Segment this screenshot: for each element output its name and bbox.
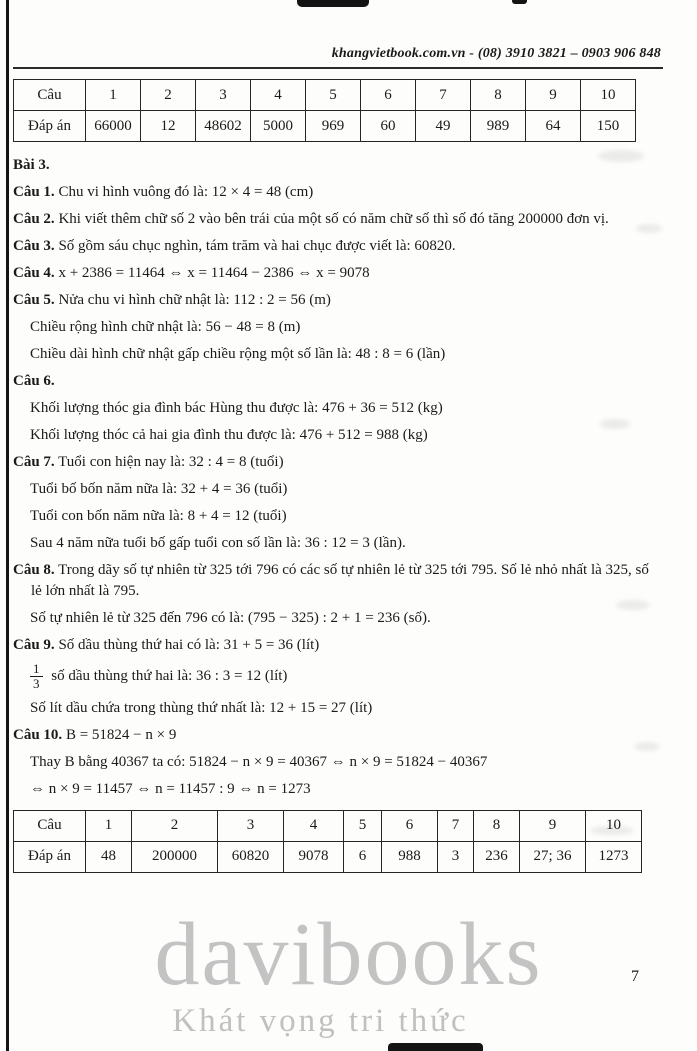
solution-text: Khi viết thêm chữ số 2 vào bên trái của một số có năm chữ số thì số đó tăng 200000 đơn vị. xyxy=(58,211,609,227)
question-number-cell: 2 xyxy=(141,80,196,111)
answer-cell: 60820 xyxy=(218,841,284,872)
table-row-questions xyxy=(14,80,636,111)
question-label: Câu 9. xyxy=(13,637,55,653)
question-number-cell: 1 xyxy=(86,810,132,841)
answer-cell: 9078 xyxy=(284,841,344,872)
question-number-cell: 3 xyxy=(196,80,251,111)
solution-text: Trong dãy số tự nhiên từ 325 tới 796 có các số tự nhiên lẻ từ 325 tới 795. Số lẻ nhỏ nhất là 325, số lẻ lớn nhất là 795. xyxy=(31,562,649,599)
question-number-cell: 2 xyxy=(132,810,218,841)
question-label: Câu 7. xyxy=(13,454,55,470)
answer-cell: 49 xyxy=(416,111,471,142)
header-divider xyxy=(13,67,663,69)
solution-line xyxy=(30,533,663,554)
solution-text: số dầu thùng thứ hai là: 36 : 3 = 12 (lít) xyxy=(51,668,288,685)
solution-text: Tuổi bố bốn năm nữa là: 32 + 4 = 36 (tuổi) xyxy=(30,481,288,497)
solution-text: Số lít dầu chứa trong thùng thứ nhất là: 12 + 15 = 27 (lít) xyxy=(30,699,373,716)
solution-text: Thay B bằng 40367 ta có: 51824 − n × 9 = 40367 ⇔ n × 9 = 51824 − 40367 xyxy=(30,753,488,770)
exercise-label: Bài 3. xyxy=(13,157,50,173)
solution-line xyxy=(30,344,663,365)
scan-mark-top xyxy=(297,0,369,7)
solution-text: Chiều rộng hình chữ nhật là: 56 − 48 = 8 (m) xyxy=(30,319,301,335)
solution-text: Tuổi con hiện nay là: 32 : 4 = 8 (tuổi) xyxy=(58,454,284,470)
solution-text: x + 2386 = 11464 ⇔ x = 11464 − 2386 ⇔ x = 9078 xyxy=(58,265,370,281)
scan-mark-bottom xyxy=(388,1043,483,1051)
solution-line xyxy=(30,317,663,338)
question-number-cell: 7 xyxy=(438,810,474,841)
solution-text: Khối lượng thóc gia đình bác Hùng thu được là: 476 + 36 = 512 (kg) xyxy=(30,400,443,416)
answer-cell: 150 xyxy=(581,111,636,142)
solutions-section xyxy=(13,155,663,800)
solution-line xyxy=(30,425,663,446)
solution-line xyxy=(30,698,663,719)
watermark-brand: davibooks xyxy=(154,905,543,1004)
question-number-cell: 8 xyxy=(471,80,526,111)
fraction xyxy=(30,662,43,692)
solution-text: Sau 4 năm nữa tuổi bố gấp tuổi con số lần là: 36 : 12 = 3 (lần). xyxy=(30,535,406,551)
row-header-cell: Câu xyxy=(14,810,86,841)
solution-line xyxy=(13,635,663,656)
solution-text: Số dầu thùng thứ hai có là: 31 + 5 = 36 (lít) xyxy=(58,637,320,653)
solution-text: Số tự nhiên lẻ từ 325 đến 796 có là: (795 − 325) : 2 + 1 = 236 (số). xyxy=(30,610,431,626)
answer-cell: 236 xyxy=(474,841,520,872)
question-label: Câu 2. xyxy=(13,211,55,227)
answer-cell: 989 xyxy=(471,111,526,142)
solution-text: Tuổi con bốn năm nữa là: 8 + 4 = 12 (tuổi) xyxy=(30,508,287,524)
solution-line-fraction xyxy=(30,662,663,692)
answer-cell: 5000 xyxy=(251,111,306,142)
question-number-cell: 1 xyxy=(86,80,141,111)
row-header-cell: Câu xyxy=(14,80,86,111)
solution-text: Chu vi hình vuông đó là: 12 × 4 = 48 (cm) xyxy=(58,184,314,200)
answer-table-1 xyxy=(13,79,636,142)
solution-line xyxy=(30,506,663,527)
question-number-cell: 5 xyxy=(306,80,361,111)
solution-line xyxy=(30,752,663,773)
question-number-cell: 6 xyxy=(361,80,416,111)
solution-text: B = 51824 − n × 9 xyxy=(65,726,177,743)
page-number: 7 xyxy=(631,968,639,985)
table-row-answers xyxy=(14,111,636,142)
solution-line xyxy=(13,371,663,392)
question-number-cell: 9 xyxy=(526,80,581,111)
solution-line xyxy=(30,479,663,500)
solution-line xyxy=(13,209,663,230)
question-number-cell: 7 xyxy=(416,80,471,111)
question-number-cell: 9 xyxy=(520,810,586,841)
row-header-cell: Đáp án xyxy=(14,841,86,872)
question-label: Câu 4. xyxy=(13,265,55,281)
scan-mark-top-small xyxy=(512,0,527,4)
answer-table-2 xyxy=(13,810,642,873)
page-content xyxy=(13,46,663,873)
publisher-contact-line: khangvietbook.com.vn - (08) 3910 3821 – 0903 906 848 xyxy=(331,46,661,61)
row-header-cell: Đáp án xyxy=(14,111,86,142)
question-number-cell: 10 xyxy=(586,810,642,841)
scan-edge-line xyxy=(6,0,9,1051)
question-number-cell: 4 xyxy=(251,80,306,111)
answer-cell: 969 xyxy=(306,111,361,142)
solution-text: Số gồm sáu chục nghìn, tám trăm và hai chục được viết là: 60820. xyxy=(58,238,456,254)
answer-cell: 200000 xyxy=(132,841,218,872)
question-label: Câu 5. xyxy=(13,292,55,308)
answer-cell: 27; 36 xyxy=(520,841,586,872)
exercise-heading xyxy=(13,155,663,176)
solution-line xyxy=(13,236,663,257)
question-label: Câu 8. xyxy=(13,562,55,578)
solution-text: Khối lượng thóc cả hai gia đình thu được là: 476 + 512 = 988 (kg) xyxy=(30,427,428,443)
answer-cell: 988 xyxy=(382,841,438,872)
solution-text: ⇔ n × 9 = 11457 ⇔ n = 11457 : 9 ⇔ n = 1273 xyxy=(30,780,311,797)
question-label: Câu 10. xyxy=(13,726,63,743)
solution-line xyxy=(13,182,663,203)
answer-cell: 1273 xyxy=(586,841,642,872)
answer-cell: 6 xyxy=(344,841,382,872)
table-row-answers xyxy=(14,841,642,872)
solution-line xyxy=(13,263,663,284)
fraction-numerator: 1 xyxy=(30,662,43,677)
question-number-cell: 3 xyxy=(218,810,284,841)
solution-line xyxy=(13,452,663,473)
solution-text: Nửa chu vi hình chữ nhật là: 112 : 2 = 56 (m) xyxy=(58,292,331,308)
question-number-cell: 10 xyxy=(581,80,636,111)
fraction-denominator: 3 xyxy=(33,676,40,692)
question-number-cell: 6 xyxy=(382,810,438,841)
solution-line xyxy=(30,779,663,800)
solution-text: Chiều dài hình chữ nhật gấp chiều rộng một số lần là: 48 : 8 = 6 (lần) xyxy=(30,346,446,362)
solution-line xyxy=(30,608,663,629)
question-number-cell: 5 xyxy=(344,810,382,841)
question-number-cell: 4 xyxy=(284,810,344,841)
solution-line xyxy=(13,290,663,311)
question-label: Câu 3. xyxy=(13,238,55,254)
answer-cell: 66000 xyxy=(86,111,141,142)
answer-cell: 64 xyxy=(526,111,581,142)
question-label: Câu 1. xyxy=(13,184,55,200)
watermark-slogan: Khát vọng tri thức xyxy=(172,1003,469,1039)
answer-cell: 12 xyxy=(141,111,196,142)
answer-cell: 3 xyxy=(438,841,474,872)
solution-line xyxy=(30,398,663,419)
solution-line xyxy=(13,725,663,746)
answer-cell: 60 xyxy=(361,111,416,142)
answer-cell: 48 xyxy=(86,841,132,872)
solution-line xyxy=(13,560,663,602)
answer-cell: 48602 xyxy=(196,111,251,142)
question-label: Câu 6. xyxy=(13,373,55,389)
table-row-questions xyxy=(14,810,642,841)
question-number-cell: 8 xyxy=(474,810,520,841)
